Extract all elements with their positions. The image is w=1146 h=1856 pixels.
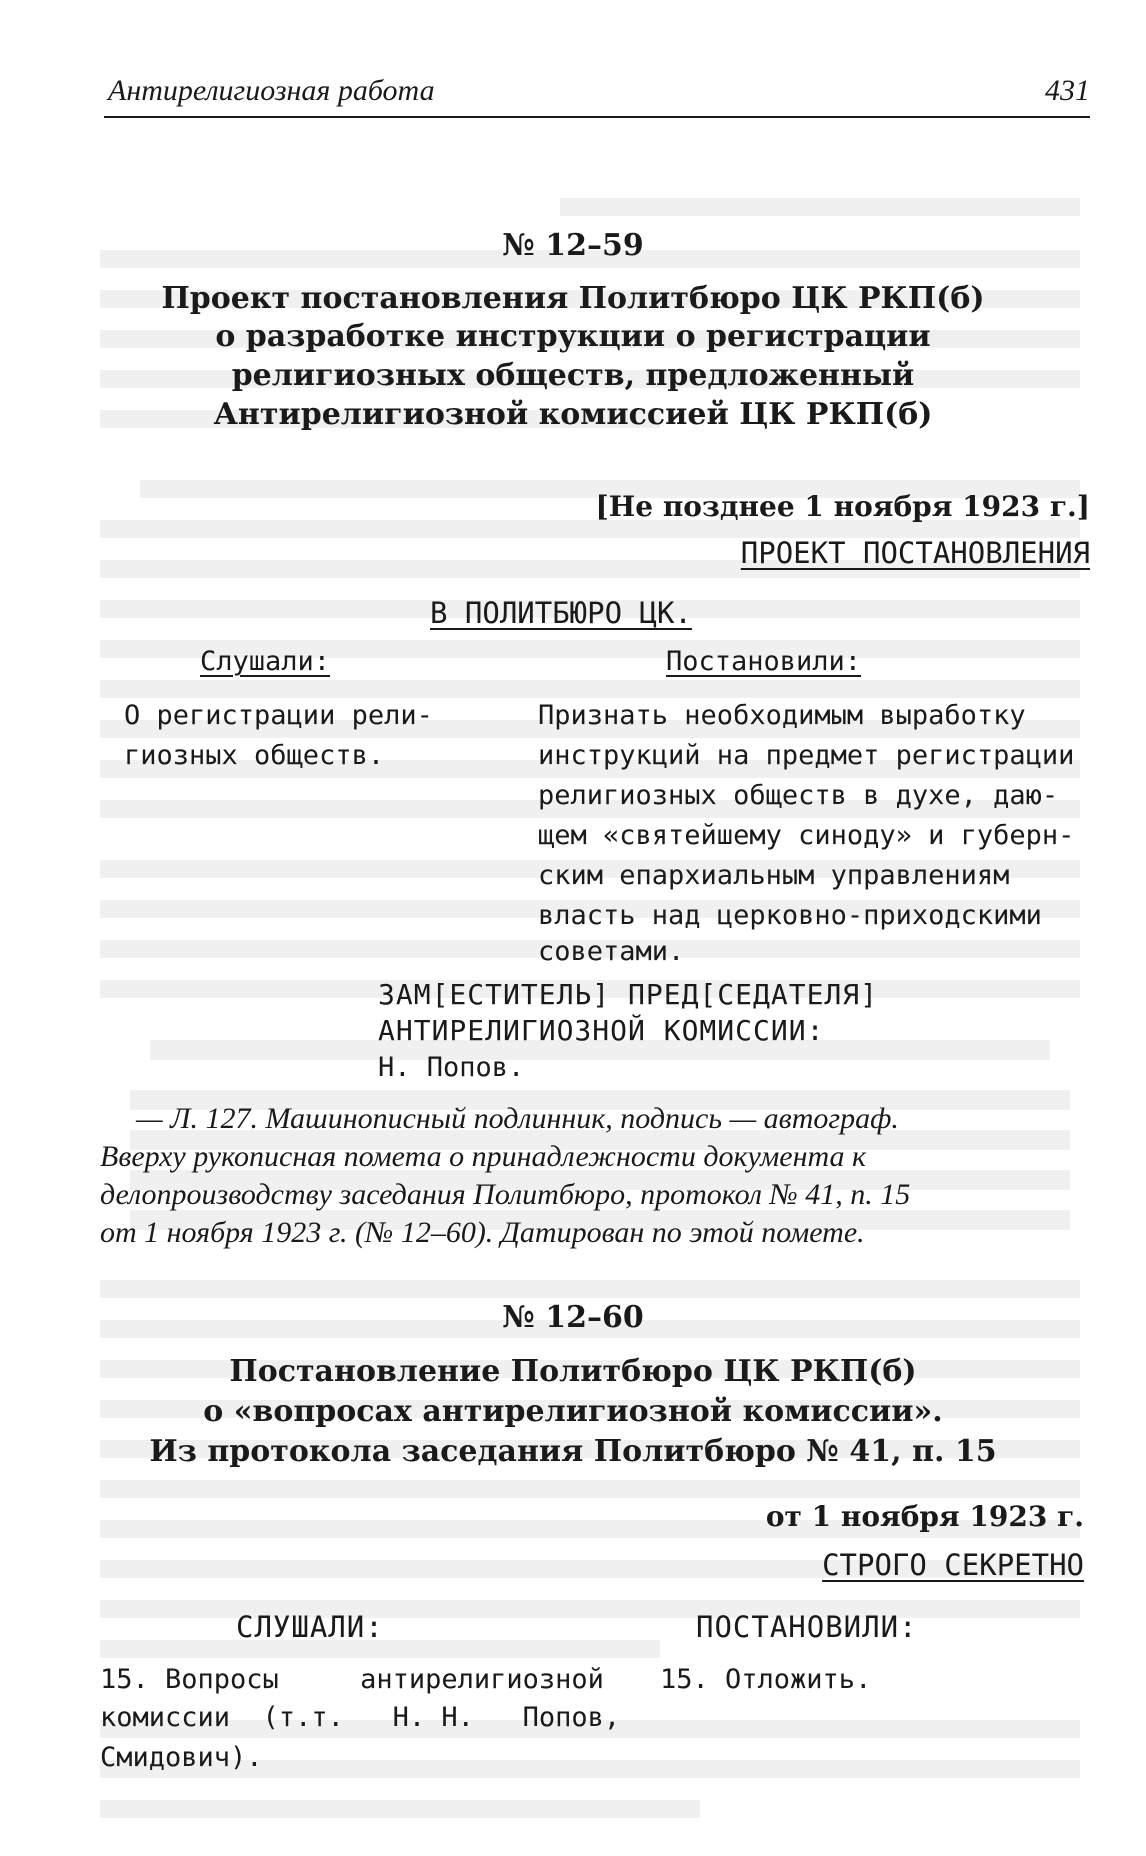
doc1-signer-line-2: АНТИРЕЛИГИОЗНОЙ КОМИССИИ: <box>378 1014 825 1047</box>
doc1-politburo-label: В ПОЛИТБЮРО ЦК. <box>430 596 692 630</box>
doc1-archival-note-4: от 1 ноября 1923 г. (№ 12–60). Датирован по этой помете. <box>100 1216 865 1249</box>
doc1-title-line-2: о разработке инструкции о регистрации <box>215 319 931 354</box>
doc2-title-line-2: о «вопросах антирелигиозной комиссии». <box>203 1394 943 1429</box>
running-header <box>104 70 1090 118</box>
doc1-title-line-1: Проект постановления Политбюро ЦК РКП(б) <box>161 281 985 316</box>
doc2-decided-line-1: 15. Отложить. <box>660 1664 872 1695</box>
doc1-archival-note-3: делопроизводству заседания Политбюро, протокол № 41, п. 15 <box>100 1178 911 1211</box>
doc1-decided-line-7: советами. <box>538 936 685 967</box>
doc2-decided-label: ПОСТАНОВИЛИ: <box>696 1610 918 1644</box>
doc2-title-line-1: Постановление Политбюро ЦК РКП(б) <box>229 1354 917 1389</box>
doc1-project-label: ПРОЕКТ ПОСТАНОВЛЕНИЯ <box>740 536 1090 570</box>
doc2-date: от 1 ноября 1923 г. <box>765 1500 1084 1533</box>
doc2-title-line-3: Из протокола заседания Политбюро № 41, п. 15 <box>149 1434 997 1469</box>
doc1-archival-note-2: Вверху рукописная помета о принадлежности документа к <box>100 1140 867 1173</box>
doc1-decided-line-6: власть над церковно-приходскими <box>538 900 1042 931</box>
doc2-heard-line-3: Смидович). <box>100 1742 263 1773</box>
doc1-decided-line-1: Признать необходимым выработку <box>538 700 1026 731</box>
doc1-date: [Не позднее 1 ноября 1923 г.] <box>595 490 1090 523</box>
page-number: 431 <box>1045 74 1090 107</box>
doc1-number: № 12–59 <box>502 228 644 263</box>
doc1-heard-line-2: гиозных обществ. <box>124 740 385 771</box>
doc2-heard-line-1: 15. Вопросы антирелигиозной <box>100 1664 604 1695</box>
doc2-heard-line-2: комиссии (т.т. Н. Н. Попов, <box>100 1702 621 1733</box>
doc1-signer-line-3: Н. Попов. <box>378 1052 525 1083</box>
section-title: Антирелигиозная работа <box>108 74 435 107</box>
doc1-archival-note-1: — Л. 127. Машинописный подлинник, подпись — автограф. <box>136 1102 899 1135</box>
doc1-decided-line-2: инструкций на предмет регистрации <box>538 740 1075 771</box>
doc1-title-line-4: Антирелигиозной комиссией ЦК РКП(б) <box>213 397 933 432</box>
doc1-heard-label: Слушали: <box>200 646 331 677</box>
doc1-decided-line-3: религиозных обществ в духе, даю- <box>538 780 1059 811</box>
doc2-heard-label: СЛУШАЛИ: <box>236 1610 384 1644</box>
doc1-decided-line-5: ским епархиальным управлениям <box>538 860 1010 891</box>
doc1-decided-line-4: щем «святейшему синоду» и губерн- <box>538 820 1075 851</box>
doc1-heard-line-1: О регистрации рели- <box>124 700 433 731</box>
doc2-number: № 12–60 <box>502 1300 644 1335</box>
doc1-title-line-3: религиозных обществ, предложенный <box>231 358 915 393</box>
doc1-signer-line-1: ЗАМ[ЕСТИТЕЛЬ] ПРЕД[СЕДАТЕЛЯ] <box>378 978 879 1011</box>
doc1-decided-label: Постановили: <box>666 646 862 677</box>
doc2-secret-label: СТРОГО СЕКРЕТНО <box>822 1548 1084 1582</box>
